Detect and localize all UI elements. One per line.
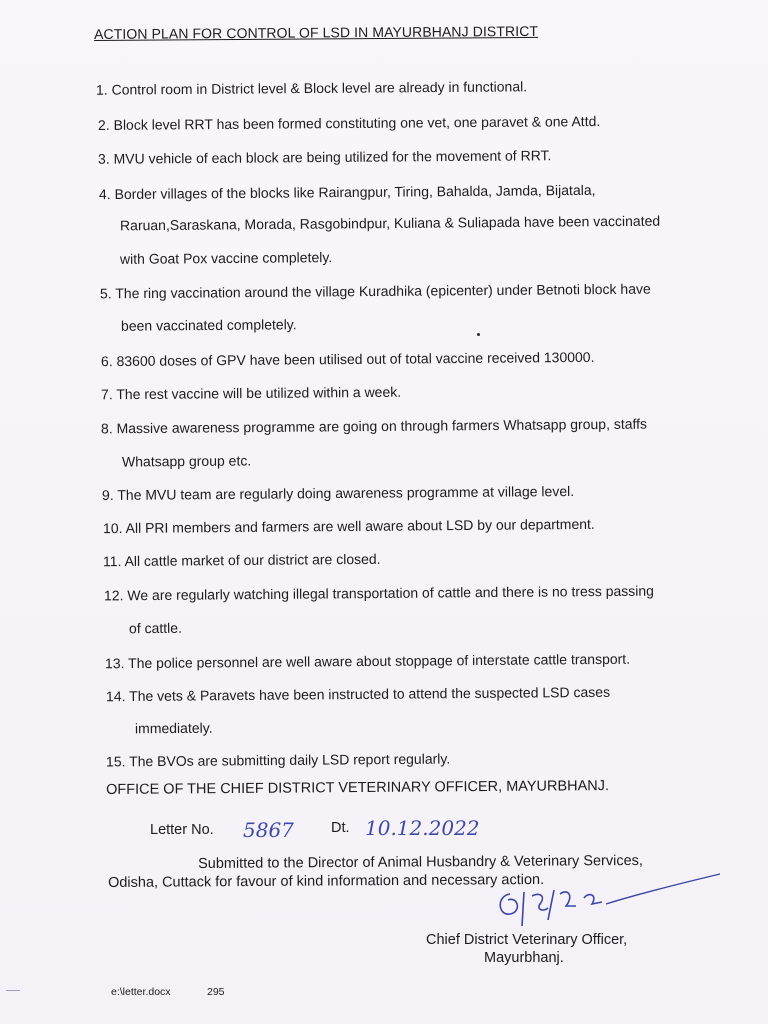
list-item-5-cont-1: been vaccinated completely. (120, 316, 297, 334)
signatory-title: Chief District Veterinary Officer, (426, 932, 628, 948)
list-item-13: 13. The police personnel are well aware about stoppage of interstate cattle transport. (104, 650, 631, 672)
ink-dot (477, 333, 480, 336)
signatory-place: Mayurbhanj. (484, 950, 564, 966)
list-item-14-cont-1: immediately. (134, 719, 213, 737)
list-item-2: 2. Block level RRT has been formed constituting one vet, one paravet & one Attd. (97, 113, 601, 133)
list-item-14: 14. The vets & Paravets have been instructed to attend the suspected LSD cases (105, 683, 611, 705)
list-item-8: 8. Massive awareness programme are going on through farmers Whatsapp group, staffs (100, 415, 648, 437)
list-item-9: 9. The MVU team are regularly doing awareness programme at village level. (101, 482, 575, 504)
list-item-1: 1. Control room in District level & Block level are already in functional. (95, 78, 528, 98)
edge-mark (6, 990, 20, 991)
list-item-12: 12. We are regularly watching illegal transportation of cattle and there is no tress passing (103, 582, 654, 604)
submitted-line-1: Submitted to the Director of Animal Husbandry & Veterinary Services, (198, 852, 643, 872)
document-title: ACTION PLAN FOR CONTROL OF LSD IN MAYURBHANJ DISTRICT (94, 22, 539, 42)
file-reference: e:\letter.docx (111, 986, 171, 998)
list-item-8-cont-1: Whatsapp group etc. (121, 452, 252, 470)
file-number: 295 (207, 986, 225, 998)
list-item-10: 10. All PRI members and farmers are well aware about LSD by our department. (102, 515, 595, 537)
list-item-6: 6. 83600 doses of GPV have been utilised out of total vaccine received 130000. (100, 348, 595, 370)
date-label: Dt. (331, 820, 350, 836)
list-item-4-cont-2: with Goat Pox vaccine completely. (119, 249, 333, 267)
list-item-15: 15. The BVOs are submitting daily LSD report regularly. (105, 750, 451, 770)
list-item-4-cont-1: Raruan,Saraskana, Morada, Rasgobindpur, Kuliana & Suliapada have been vaccinated (119, 212, 661, 234)
list-item-5: 5. The ring vaccination around the village Kuradhika (epicenter) under Betnoti block have (99, 280, 651, 302)
list-item-4: 4. Border villages of the blocks like Rairangpur, Tiring, Bahalda, Jamda, Bijatala, (98, 181, 596, 203)
letter-no-value: 5867 (243, 818, 294, 842)
letter-no-label: Letter No. (150, 822, 214, 838)
list-item-12-cont-1: of cattle. (128, 619, 182, 637)
list-item-3: 3. MVU vehicle of each block are being utilized for the movement of RRT. (97, 147, 552, 167)
list-item-11: 11. All cattle market of our district are closed. (102, 550, 381, 570)
submitted-line-2: Odisha, Cuttack for favour of kind information and necessary action. (108, 871, 545, 891)
office-heading: OFFICE OF THE CHIEF DISTRICT VETERINARY OFFICER, MAYURBHANJ. (106, 778, 610, 798)
date-value: 10.12.2022 (365, 816, 480, 840)
list-item-7: 7. The rest vaccine will be utilized within a week. (100, 383, 402, 403)
